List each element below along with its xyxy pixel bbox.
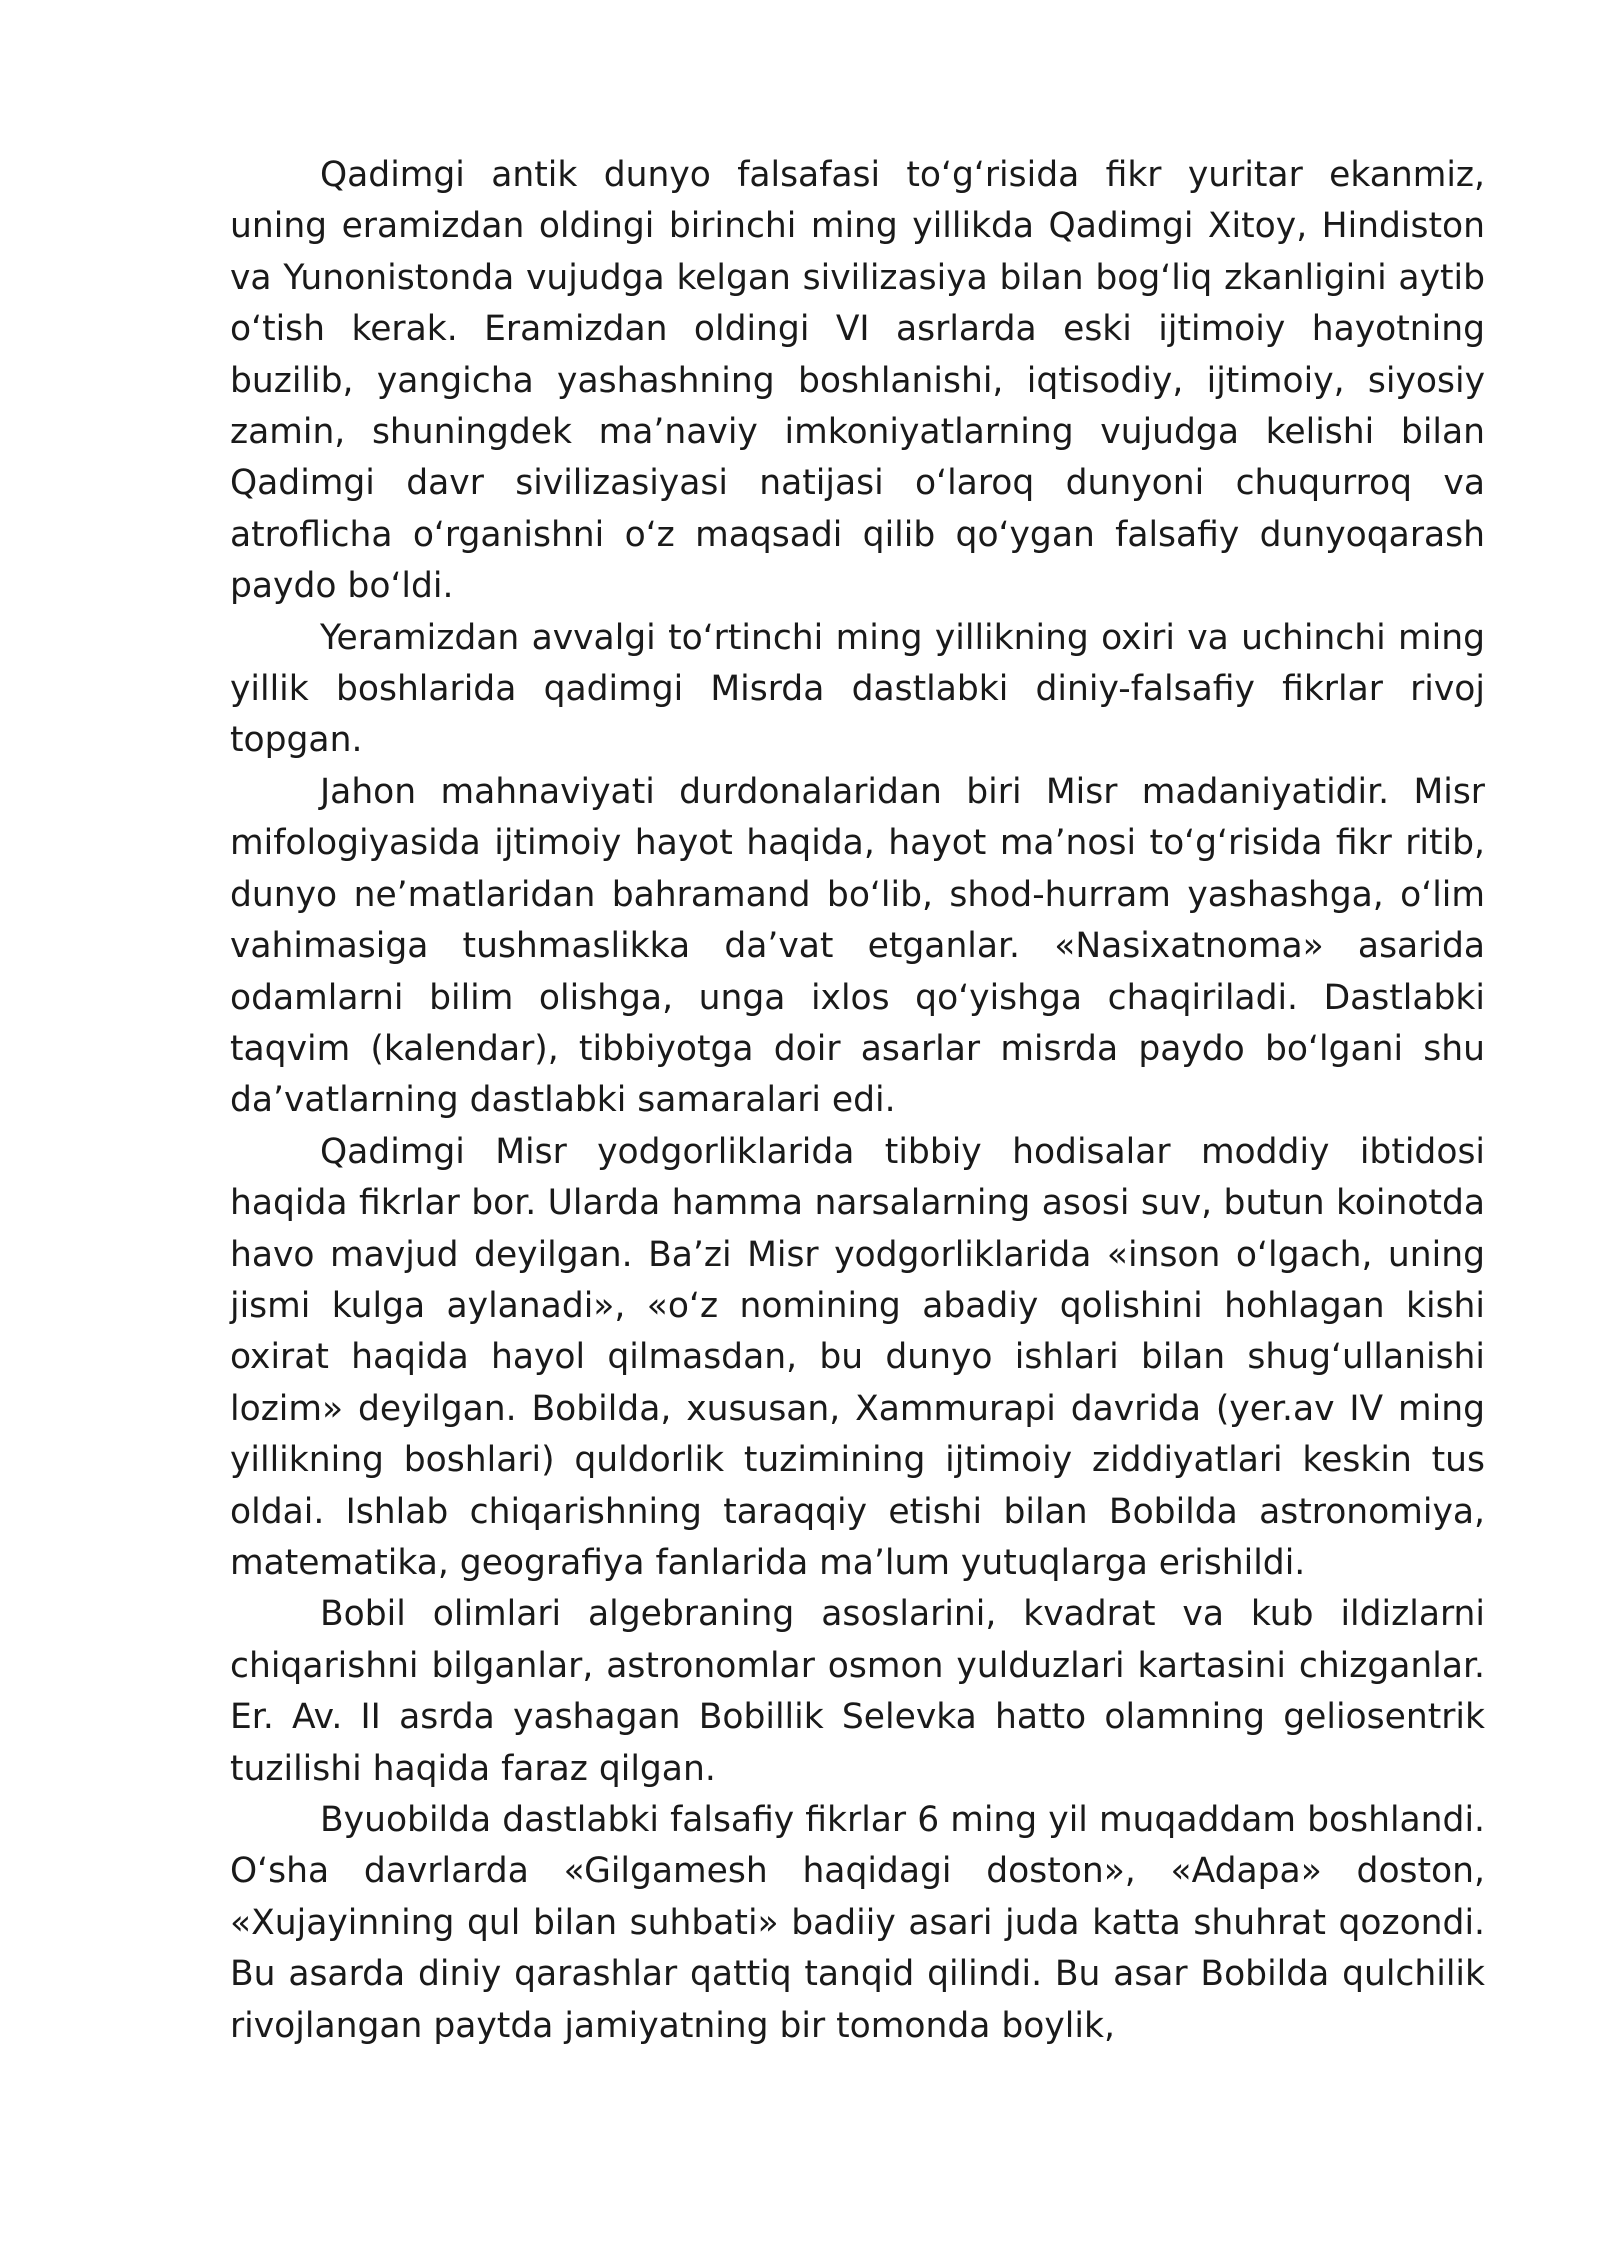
paragraph-3: Jahon mahnaviyati durdonalaridan biri Misr madaniyatidir. Misr mifologiyasida ijtimoiy hayot haqida, hayot ma’nosi to‘g‘risida fikr ritib, dunyo ne’matlaridan bahramand bo‘lib, shod-hurram yashashga, o‘lim vahimasiga tushmaslikka da’vat etganlar. «Nasixatnoma» asarida odamlarni bilim olishga, unga ixlos qo‘yishga chaqiriladi. Dastlabki taqvim (kalendar), tibbiyotga doir asarlar misrda paydo bo‘lgani shu da’vatlarning dastlabki samaralari edi. (230, 771, 1485, 1121)
paragraph-6: Byuobilda dastlabki falsafiy fikrlar 6 ming yil muqaddam boshlandi. O‘sha davrlarda «Gilgamesh haqidagi doston», «Adapa» doston, «Xujayinning qul bilan suhbati» badiiy asari juda katta shuhrat qozondi. Bu asarda diniy qarashlar qattiq tanqid qilindi. Bu asar Bobilda qulchilik rivojlangan paytda jamiyatning bir tomonda boylik, (230, 1800, 1485, 2046)
document-page (230, 150, 1485, 2052)
paragraph-2: Yeramizdan avvalgi to‘rtinchi ming yillikning oxiri va uchinchi ming yillik boshlarida qadimgi Misrda dastlabki diniy-falsafiy fikrlar rivoj topgan. (230, 617, 1485, 761)
paragraph-4: Qadimgi Misr yodgorliklarida tibbiy hodisalar moddiy ibtidosi haqida fikrlar bor. Ularda hamma narsalarning asosi suv, butun koinotda havo mavjud deyilgan. Ba’zi Misr yodgorliklarida «inson o‘lgach, uning jismi kulga aylanadi», «o‘z nomining abadiy qolishini hohlagan kishi oxirat haqida hayol qilmasdan, bu dunyo ishlari bilan shug‘ullanishi lozim» deyilgan. Bobilda, xususan, Xammurapi davrida (yer.av IV ming yillikning boshlari) quldorlik tuzimining ijtimoiy ziddiyatlari keskin tus oldai. Ishlab chiqarishning taraqqiy etishi bilan Bobilda astronomiya, matematika, geografiya fanlarida ma’lum yutuqlarga erishildi. (230, 1131, 1485, 1583)
paragraph-1: Qadimgi antik dunyo falsafasi to‘g‘risida fikr yuritar ekanmiz, uning eramizdan oldingi birinchi ming yillikda Qadimgi Xitoy, Hindiston va Yunonistonda vujudga kelgan sivilizasiya bilan bog‘liq zkanligini aytib o‘tish kerak. Eramizdan oldingi VI asrlarda eski ijtimoiy hayotning buzilib, yangicha yashashning boshlanishi, iqtisodiy, ijtimoiy, siyosiy zamin, shuningdek ma’naviy imkoniyatlarning vujudga kelishi bilan Qadimgi davr sivilizasiyasi natijasi o‘laroq dunyoni chuqurroq va atroflicha o‘rganishni o‘z maqsadi qilib qo‘ygan falsafiy dunyoqarash paydo bo‘ldi. (230, 155, 1485, 607)
paragraph-5: Bobil olimlari algebraning asoslarini, kvadrat va kub ildizlarni chiqarishni bilganlar, astronomlar osmon yulduzlari kartasini chizganlar. Er. Av. II asrda yashagan Bobillik Selevka hatto olamning geliosentrik tuzilishi haqida faraz qilgan. (230, 1594, 1485, 1789)
